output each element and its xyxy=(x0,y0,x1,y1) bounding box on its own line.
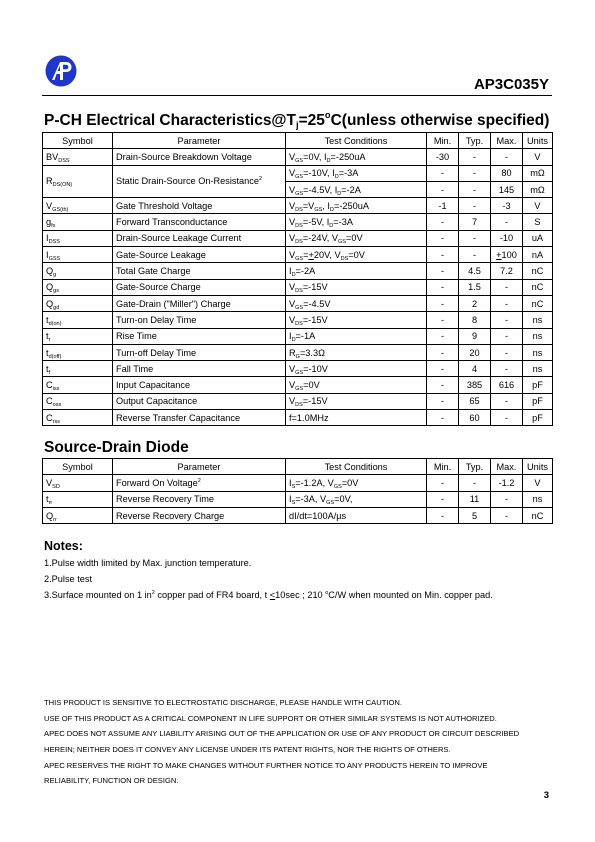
title-subscript: j xyxy=(296,120,299,130)
title-degree: o xyxy=(324,110,331,120)
test-condition-cell: $I_D=-2A$ xyxy=(286,263,427,279)
part-number: AP3C035Y xyxy=(473,76,549,93)
max-value: 616 xyxy=(491,377,523,393)
typ-value: 385 xyxy=(459,377,491,393)
max-value: +100 xyxy=(491,247,523,263)
min-value: - xyxy=(427,263,459,279)
parameter-cell: Turn-on Delay Time xyxy=(113,312,286,328)
parameter-cell: Drain-Source Leakage Current xyxy=(113,230,286,246)
unit-cell: pF xyxy=(523,377,553,393)
electrical-characteristics-title xyxy=(44,110,549,130)
symbol-cell: $C_{rss}$ xyxy=(43,410,113,426)
table-row xyxy=(43,361,553,377)
test-condition-cell: $V_{GS}=+20V$, $V_{DS}=0V$ xyxy=(286,247,427,263)
unit-cell: nC xyxy=(523,279,553,295)
test-condition-cell: $V_{GS}=0V$ xyxy=(286,377,427,393)
parameter-cell: Turn-off Delay Time xyxy=(113,344,286,360)
max-value: - xyxy=(491,295,523,311)
parameter-cell: Reverse Transfer Capacitance xyxy=(113,410,286,426)
column-header: Test Conditions xyxy=(286,459,427,475)
min-value: - xyxy=(427,328,459,344)
test-condition-cell: $R_G=3.3\Omega$ xyxy=(286,344,427,360)
max-value: -3 xyxy=(491,198,523,214)
unit-cell: ns xyxy=(523,344,553,360)
max-value: - xyxy=(491,279,523,295)
table-row xyxy=(43,230,553,246)
typ-value: - xyxy=(459,149,491,165)
column-header: Units xyxy=(523,133,553,149)
note-item: 2.Pulse test xyxy=(44,574,93,584)
min-value: - xyxy=(427,361,459,377)
test-condition-cell: $I_D=-1A$ xyxy=(286,328,427,344)
max-value: 7.2 xyxy=(491,263,523,279)
parameter-cell: Gate Threshold Voltage xyxy=(113,198,286,214)
table-row xyxy=(43,149,553,165)
note-item: 3.Surface mounted on 1 $in^2$ copper pad of FR4 board, t <10sec ; 210 $^o$C/W when mounted on Min. copper pad. xyxy=(44,590,493,600)
column-header: Symbol xyxy=(43,459,113,475)
table-header-row xyxy=(43,133,553,149)
symbol-cell: $Q_{gs}$ xyxy=(43,279,113,295)
parameter-cell: Reverse Recovery Charge xyxy=(113,507,286,523)
min-value: - xyxy=(427,295,459,311)
min-value: - xyxy=(427,279,459,295)
max-value: 145 xyxy=(491,181,523,197)
table-row xyxy=(43,475,553,491)
disclaimer-line: USE OF THIS PRODUCT AS A CRITICAL COMPONENT IN LIFE SUPPORT OR OTHER SIMILAR SYSTEMS IS NOT AUTHORIZED. xyxy=(44,714,497,723)
symbol-cell: $g_{fs}$ xyxy=(43,214,113,230)
typ-value: 20 xyxy=(459,344,491,360)
parameter-cell: Input Capacitance xyxy=(113,377,286,393)
symbol-cell: $t_{d(off)}$ xyxy=(43,344,113,360)
min-value: -1 xyxy=(427,198,459,214)
max-value: - xyxy=(491,507,523,523)
min-value: - xyxy=(427,247,459,263)
min-value: -30 xyxy=(427,149,459,165)
disclaimer-line: HEREIN; NEITHER DOES IT CONVEY ANY LICENSE UNDER ITS PATENT RIGHTS, NOR THE RIGHTS OF OTHERS. xyxy=(44,745,451,754)
test-condition-cell: $I_S=-3A$, $V_{GS}=0V$, xyxy=(286,491,427,507)
table-row xyxy=(43,312,553,328)
column-header: Units xyxy=(523,459,553,475)
symbol-cell: $V_{SD}$ xyxy=(43,475,113,491)
table-row xyxy=(43,344,553,360)
table-row xyxy=(43,198,553,214)
min-value: - xyxy=(427,344,459,360)
typ-value: 65 xyxy=(459,393,491,409)
unit-cell: S xyxy=(523,214,553,230)
test-condition-cell: $V_{DS}=-5V$, $I_D=-3A$ xyxy=(286,214,427,230)
table-row xyxy=(43,279,553,295)
column-header: Test Conditions xyxy=(286,133,427,149)
parameter-cell: Rise Time xyxy=(113,328,286,344)
min-value: - xyxy=(427,475,459,491)
symbol-cell: $t_f$ xyxy=(43,361,113,377)
parameter-cell: Reverse Recovery Time xyxy=(113,491,286,507)
typ-value: - xyxy=(459,181,491,197)
parameter-cell: Forward On Voltage$^2$ xyxy=(113,475,286,491)
unit-cell: nC xyxy=(523,295,553,311)
min-value: - xyxy=(427,230,459,246)
test-condition-cell: dI/dt=100A/µs xyxy=(286,507,427,523)
parameter-cell: Static Drain-Source On-Resistance$^2$ xyxy=(113,165,286,198)
table-row xyxy=(43,295,553,311)
parameter-cell: Gate-Source Leakage xyxy=(113,247,286,263)
min-value: - xyxy=(427,214,459,230)
max-value: - xyxy=(491,214,523,230)
disclaimer-line: THIS PRODUCT IS SENSITIVE TO ELECTROSTATIC DISCHARGE, PLEASE HANDLE WITH CAUTION. xyxy=(44,698,402,707)
column-header: Typ. xyxy=(459,459,491,475)
max-value: -1.2 xyxy=(491,475,523,491)
max-value: 80 xyxy=(491,165,523,181)
test-condition-cell: $I_S=-1.2A$, $V_{GS}=0V$ xyxy=(286,475,427,491)
typ-value: - xyxy=(459,475,491,491)
source-drain-diode-title: Source-Drain Diode xyxy=(44,439,189,456)
parameter-cell: Fall Time xyxy=(113,361,286,377)
test-condition-cell: $V_{DS}=V_{GS}$, $I_D=-250uA$ xyxy=(286,198,427,214)
test-condition-cell: f=1.0MHz xyxy=(286,410,427,426)
symbol-cell: $t_{d(on)}$ xyxy=(43,312,113,328)
unit-cell: V xyxy=(523,198,553,214)
max-value: - xyxy=(491,312,523,328)
max-value: - xyxy=(491,491,523,507)
min-value: - xyxy=(427,393,459,409)
column-header: Max. xyxy=(491,459,523,475)
column-header: Parameter xyxy=(113,133,286,149)
unit-cell: mΩ xyxy=(523,165,553,181)
unit-cell: nA xyxy=(523,247,553,263)
typ-value: 7 xyxy=(459,214,491,230)
test-condition-cell: $V_{GS}=-10V$ xyxy=(286,361,427,377)
source-drain-diode-table xyxy=(42,458,553,524)
max-value: - xyxy=(491,149,523,165)
notes-title: Notes: xyxy=(44,539,83,553)
table-row xyxy=(43,377,553,393)
parameter-cell: Forward Transconductance xyxy=(113,214,286,230)
typ-value: 11 xyxy=(459,491,491,507)
unit-cell: mΩ xyxy=(523,181,553,197)
typ-value: 2 xyxy=(459,295,491,311)
typ-value: 5 xyxy=(459,507,491,523)
test-condition-cell: $V_{GS}=-10V$, $I_D=-3A$ xyxy=(286,165,427,181)
typ-value: - xyxy=(459,165,491,181)
table-row xyxy=(43,165,553,181)
typ-value: 8 xyxy=(459,312,491,328)
note-item: 1.Pulse width limited by Max. junction temperature. xyxy=(44,558,252,568)
test-condition-cell: $V_{GS}=-4.5V$ xyxy=(286,295,427,311)
parameter-cell: Drain-Source Breakdown Voltage xyxy=(113,149,286,165)
column-header: Symbol xyxy=(43,133,113,149)
unit-cell: ns xyxy=(523,491,553,507)
symbol-cell: $Q_{rr}$ xyxy=(43,507,113,523)
test-condition-cell: $V_{GS}=-4.5V$, $I_D=-2A$ xyxy=(286,181,427,197)
symbol-cell: $BV_{DSS}$ xyxy=(43,149,113,165)
max-value: - xyxy=(491,328,523,344)
parameter-cell: Gate-Drain ("Miller") Charge xyxy=(113,295,286,311)
min-value: - xyxy=(427,491,459,507)
max-value: - xyxy=(491,393,523,409)
test-condition-cell: $V_{DS}=-15V$ xyxy=(286,279,427,295)
parameter-cell: Output Capacitance xyxy=(113,393,286,409)
table-row xyxy=(43,410,553,426)
parameter-cell: Total Gate Charge xyxy=(113,263,286,279)
symbol-cell: $V_{GS(th)}$ xyxy=(43,198,113,214)
disclaimer-line: APEC DOES NOT ASSUME ANY LIABILITY ARISING OUT OF THE APPLICATION OR USE OF ANY PRODUCT OR CIRCUIT DESCRIBED xyxy=(44,729,520,738)
symbol-cell: $Q_{gd}$ xyxy=(43,295,113,311)
unit-cell: ns xyxy=(523,312,553,328)
title-equals: =25 xyxy=(298,112,325,129)
title-tail: C(unless otherwise specified) xyxy=(330,112,550,129)
test-condition-cell: $V_{DS}=-15V$ xyxy=(286,312,427,328)
unit-cell: pF xyxy=(523,410,553,426)
unit-cell: pF xyxy=(523,393,553,409)
column-header: Parameter xyxy=(113,459,286,475)
typ-value: 60 xyxy=(459,410,491,426)
unit-cell: uA xyxy=(523,230,553,246)
symbol-cell: $C_{iss}$ xyxy=(43,377,113,393)
typ-value: 4.5 xyxy=(459,263,491,279)
max-value: - xyxy=(491,410,523,426)
page-number: 3 xyxy=(543,790,549,801)
title-main: P-CH Electrical Characteristics@T xyxy=(44,112,297,129)
typ-value: 1.5 xyxy=(459,279,491,295)
typ-value: 4 xyxy=(459,361,491,377)
unit-cell: ns xyxy=(523,328,553,344)
unit-cell: ns xyxy=(523,361,553,377)
typ-value: - xyxy=(459,198,491,214)
disclaimer-line: RELIABILITY, FUNCTION OR DESIGN. xyxy=(44,776,179,785)
max-value: - xyxy=(491,361,523,377)
column-header: Max. xyxy=(491,133,523,149)
typ-value: - xyxy=(459,247,491,263)
table-row xyxy=(43,263,553,279)
min-value: - xyxy=(427,410,459,426)
ap-logo-icon xyxy=(45,55,77,87)
symbol-cell: $t_{rr}$ xyxy=(43,491,113,507)
typ-value: - xyxy=(459,230,491,246)
electrical-characteristics-table xyxy=(42,132,553,426)
parameter-cell: Gate-Source Charge xyxy=(113,279,286,295)
symbol-cell: $I_{GSS}$ xyxy=(43,247,113,263)
column-header: Min. xyxy=(427,133,459,149)
symbol-cell: $C_{oss}$ xyxy=(43,393,113,409)
table-row xyxy=(43,214,553,230)
unit-cell: V xyxy=(523,149,553,165)
column-header: Typ. xyxy=(459,133,491,149)
symbol-cell: $I_{DSS}$ xyxy=(43,230,113,246)
column-header: Min. xyxy=(427,459,459,475)
unit-cell: nC xyxy=(523,263,553,279)
disclaimer-line: APEC RESERVES THE RIGHT TO MAKE CHANGES WITHOUT FURTHER NOTICE TO ANY PRODUCTS HEREIN TO IMPROVE xyxy=(44,761,488,770)
table-row xyxy=(43,328,553,344)
max-value: - xyxy=(491,344,523,360)
test-condition-cell: $V_{GS}=0V$, $I_D=-250uA$ xyxy=(286,149,427,165)
min-value: - xyxy=(427,377,459,393)
test-condition-cell: $V_{DS}=-15V$ xyxy=(286,393,427,409)
unit-cell: V xyxy=(523,475,553,491)
min-value: - xyxy=(427,181,459,197)
table-row xyxy=(43,507,553,523)
table-row xyxy=(43,247,553,263)
test-condition-cell: $V_{DS}=-24V$, $V_{GS}=0V$ xyxy=(286,230,427,246)
table-row xyxy=(43,393,553,409)
symbol-cell: $t_r$ xyxy=(43,328,113,344)
typ-value: 9 xyxy=(459,328,491,344)
header-divider xyxy=(42,95,552,96)
symbol-cell: $Q_g$ xyxy=(43,263,113,279)
min-value: - xyxy=(427,165,459,181)
table-row xyxy=(43,491,553,507)
table-header-row xyxy=(43,459,553,475)
min-value: - xyxy=(427,312,459,328)
unit-cell: nC xyxy=(523,507,553,523)
min-value: - xyxy=(427,507,459,523)
symbol-cell: $R_{DS(ON)}$ xyxy=(43,165,113,198)
max-value: -10 xyxy=(491,230,523,246)
